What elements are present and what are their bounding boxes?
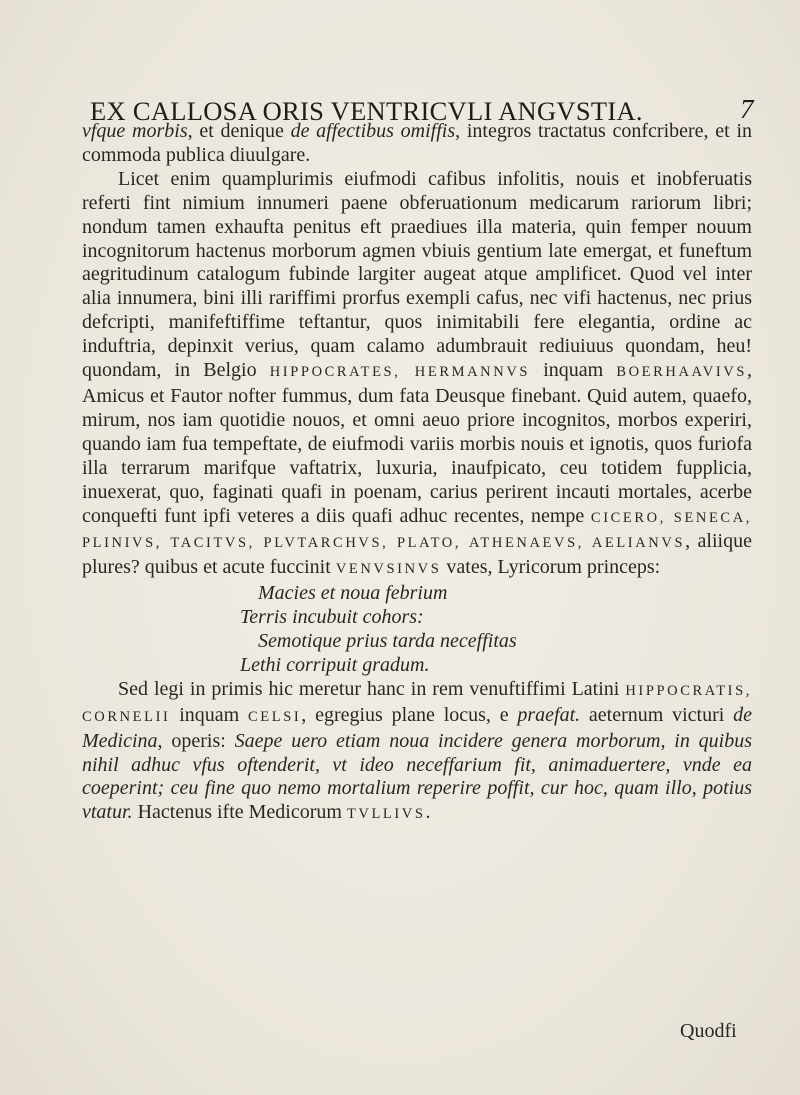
- text-run: Sed legi in primis hic meretur hanc in rem venuftiffimi Latini: [118, 677, 626, 700]
- small-caps-name: VENVSINVS: [335, 561, 442, 578]
- small-caps-name: BOERHAAVIVS: [616, 364, 747, 381]
- verse-line: Terris incubuit cohors:: [240, 606, 424, 629]
- paragraph-continued: [82, 120, 752, 168]
- verse-line: Lethi corripuit gradum.: [240, 653, 430, 676]
- catchword: Quodfi: [680, 1020, 737, 1042]
- text-run: Hactenus ifte Medicorum: [132, 801, 347, 824]
- text-run: , et denique: [187, 120, 291, 142]
- small-caps-name: TVLLIVS: [346, 806, 426, 823]
- text-run: .: [425, 801, 431, 824]
- text-run: , Amicus et Fautor nofter fummus, dum fata Deusque finebant. Quid autem, quaefo, mirum, nos iam quotidie nouos, et omni aeuo priore incognitos, morbos experiri, quando iam fua tempeftate, de eiufmodi variis morbis nouis et ignotis, quos furiofa illa terrarum marifque vaftatrix, luxuria, inaufpicato, ceu totidem fupplicia, inuexerat, quo, faginati quafi in poenam, carius perirent incauti mortales, acerbe conquefti funt ipfi veteres a diis quafi adhuc recentes, nempe: [82, 359, 752, 527]
- small-caps-name: HIPPOCRATIS, CORNELII: [82, 682, 752, 725]
- small-caps-name: CELSI: [248, 708, 302, 725]
- quotation-text: Saepe uero etiam noua incidere genera morborum, in quibus nihil adhuc vfus oftenderit, vt ideo neceffarium fit, animaduertere, vnde ea coeperint; ceu fine quo nemo mortalium reperire poffit, cur hoc, quam illo, potius vtatur.: [82, 729, 753, 824]
- small-caps-name: HIPPOCRATES, HERMANNVS: [269, 364, 531, 381]
- text-run: inquam: [170, 703, 249, 726]
- page-number: 7: [740, 94, 754, 124]
- text-run: , integros tractatus confcribere, et in commoda publica diuulgare.: [82, 120, 752, 166]
- paragraph-licet: [82, 168, 752, 582]
- text-run: vfque morbis: [82, 120, 188, 142]
- text-run: de Medicina: [82, 703, 752, 752]
- small-caps-names: CICERO, SENECA, PLINIVS, TACITVS, PLVTARCHVS, PLATO, ATHENAEVS, AELIANVS: [82, 509, 752, 552]
- text-run: , egregius plane locus, e: [301, 703, 518, 726]
- text-run: inquam: [530, 359, 617, 382]
- running-header: [82, 60, 760, 126]
- text-run: , aliique plures? quibus et acute fuccinit: [82, 530, 752, 579]
- text-run: Licet enim quamplurimis eiufmodi cafibus infolitis, nouis et inobferuatis referti fint nimium innumeri paene obferuationum medicarum rariorum libri; nondum tamen exhaufta penitus eft praediues illa materia, quin femper nouum incognitorum hactenus morborum agmen vbiuis gentium late emergat, et funeftum aegritudinum catalogum fubinde largiter augeat atque amplificet. Quod vel inter alia innumera, bini illi rariffimi prorfus exempli cafus, nec vifi hactenus, nec prius defcripti, manifeftiffime teftantur, quos inimitabili fere elegantia, ordine ac induftria, depinxit verius, quam calamo adumbrauit rediuiuus quondam, heu! quondam, in Belgio: [82, 167, 752, 382]
- verse-line: Macies et noua febrium: [258, 582, 448, 605]
- text-run: , operis:: [157, 729, 235, 752]
- text-run: de affectibus omiffis: [290, 120, 456, 142]
- text-run: aeternum victuri: [580, 703, 734, 726]
- verse-line: Semotique prius tarda neceffitas: [258, 630, 517, 653]
- body-text: [82, 120, 752, 827]
- text-run: praefat.: [517, 703, 581, 726]
- text-run: vates, Lyricorum princeps:: [441, 556, 661, 579]
- running-title: EX CALLOSA ORIS VENTRICVLI ANGVSTIA.: [90, 96, 643, 126]
- verse-quotation: [82, 582, 752, 678]
- paragraph-sed: [82, 678, 752, 827]
